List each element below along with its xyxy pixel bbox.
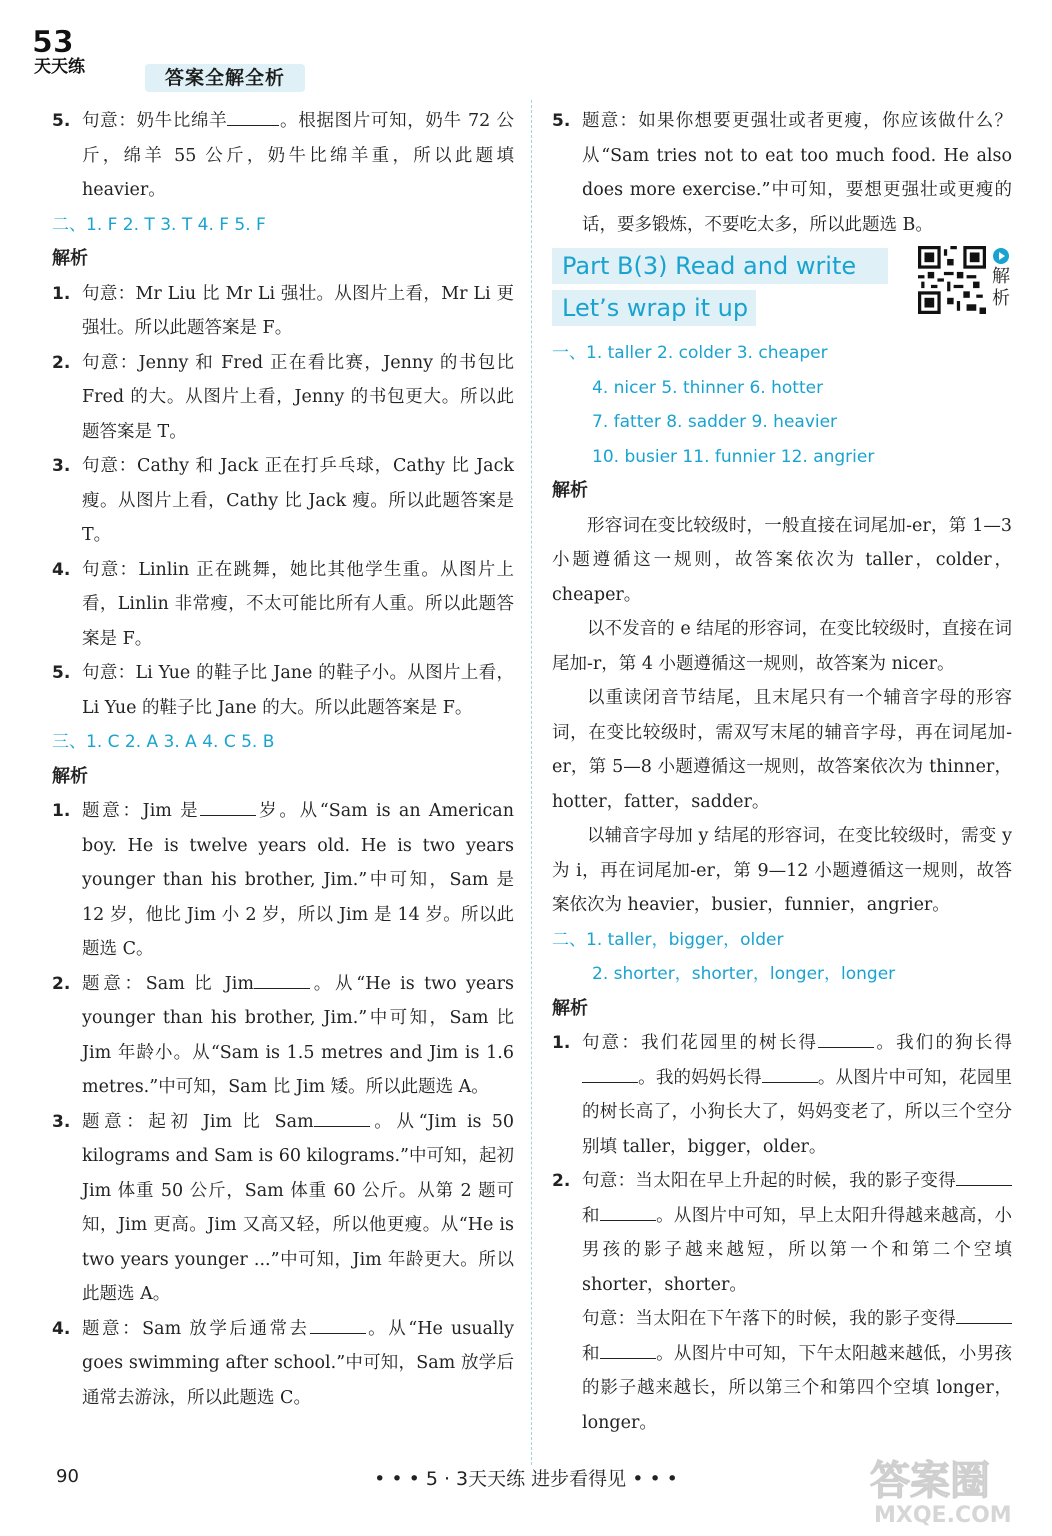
right-column <box>552 104 1012 1440</box>
answer-blank <box>310 1315 366 1334</box>
answer-blank <box>956 1167 1012 1186</box>
list-item: 1. 句意：我们花园里的树长得 。我们的狗长得。我的妈妈长得 。从图片中可知，花园里的树长高了，小狗长大了，妈妈变老了，所以三个空分别填 taller，bigger，older。 <box>552 1026 1012 1164</box>
qr-label: 解析 <box>990 248 1012 310</box>
page-header <box>30 18 330 89</box>
column-divider <box>531 100 532 1465</box>
list-item: 1. 题意：Jim 是 岁。从“Sam is an American boy. He is twelve years old. He is two years younger than his brother, Jim.”中可知，Sam 是 12 岁，他比 Jim 小 2 岁，所以 Jim 是 14 岁。所以此题选 C。 <box>52 794 514 967</box>
svg-text:答案圈: 答案圈 <box>870 1458 990 1504</box>
section-answers: 10. busier 11. funnier 12. angrier <box>592 446 875 467</box>
section-answers: 2. shorter，shorter，longer，longer <box>592 964 896 984</box>
part-heading <box>552 246 1012 330</box>
list-item: 3. 题意：起初 Jim 比 Sam 。从“Jim is 50 kilograms and Sam is 60 kilograms.”中可知，起初 Jim 体重 50 公斤，Sam 体重 60 公斤。从第 2 题可知，Jim 更高。Jim 又高又轻，所以他更瘦。从“He is two years younger ...”中可知，Jim 年龄更大。所以此题选 A。 <box>52 1105 514 1312</box>
section-answers: 二、1. taller，bigger，older <box>552 929 784 950</box>
svg-text:MXQE.COM: MXQE.COM <box>874 1503 1012 1528</box>
analysis-heading: 解析 <box>552 480 588 501</box>
list-item: 3. 句意：Cathy 和 Jack 正在打乒乓球，Cathy 比 Jack 瘦。从图片上看，Cathy 比 Jack 瘦。所以此题答案是 T。 <box>52 456 514 545</box>
list-item: 2. 题意：Sam 比 Jim 。从“He is two years younger than his brother, Jim.”中可知，Sam 比 Jim 年龄小。从“Sam is 1.5 metres and Jim is 1.6 metres.”中可知，Sam 比 Jim 矮。所以此题选 A。 <box>52 967 514 1105</box>
answer-blank <box>956 1305 1012 1324</box>
answer-blank <box>314 1108 370 1127</box>
svg-text:天天练: 天天练 <box>34 57 85 74</box>
paragraph: 以不发音的 e 结尾的形容词，在变比较级时，直接在词尾加-r，第 4 小题遵循这一规则，故答案为 nicer。 <box>552 619 1012 674</box>
list-item: 4. 句意：Linlin 正在跳舞，她比其他学生重。从图片上看，Linlin 非常瘦，不太可能比所有人重。所以此题答案是 F。 <box>52 559 514 649</box>
answer-item: 5. 句意：奶牛比绵羊 。根据图片可知，奶牛 72 公斤，绵羊 55 公斤，奶牛比绵羊重，所以此题填 heavier。 <box>52 104 514 208</box>
answer-blank <box>227 107 279 126</box>
section-answers: 7. fatter 8. sadder 9. heavier <box>592 412 838 432</box>
svg-text:53: 53 <box>32 25 74 60</box>
section-answers: 一、1. taller 2. colder 3. cheaper <box>552 343 828 363</box>
analysis-heading: 解析 <box>52 248 88 269</box>
list-item: 句意：当太阳在下午落下的时候，我的影子变得和 。从图片中可知，下午太阳越来越低，小男孩的影子越来越长，所以第三个和第四个空填 longer，longer。 <box>552 1302 1012 1440</box>
part-subtitle: Let’s wrap it up <box>562 294 749 322</box>
qr-code-icon[interactable] <box>918 246 986 314</box>
list-item: 4. 题意：Sam 放学后通常去 。从“He usually goes swimming after school.”中可知，Sam 放学后通常去游泳，所以此题选 C。 <box>52 1312 514 1416</box>
page-number: 90 <box>56 1466 79 1487</box>
section-answers: 三、1. C 2. A 3. A 4. C 5. B <box>52 732 275 752</box>
analysis-heading: 解析 <box>552 997 588 1019</box>
list-item: 1. 句意：Mr Liu 比 Mr Li 强壮。从图片上看，Mr Li 更强壮。所以此题答案是 F。 <box>52 283 514 338</box>
list-item: 5. 句意：Li Yue 的鞋子比 Jane 的鞋子小。从图片上看，Li Yue 的鞋子比 Jane 的大。所以此题答案是 F。 <box>52 663 514 718</box>
header-title: 答案全解全析 <box>145 64 305 92</box>
paragraph: 以辅音字母加 y 结尾的形容词，在变比较级时，需变 y 为 i，再在词尾加-er，第 9—12 小题遵循这一规则，故答案依次为 heavier，busier，funnier，angrier。 <box>552 826 1012 915</box>
brand-logo-icon <box>30 22 112 74</box>
paragraph: 以重读闭音节结尾，且末尾只有一个辅音字母的形容词，在变比较级时，需双写末尾的辅音字母，再在词尾加-er，第 5—8 小题遵循这一规则，故答案依次为 thinner，hotter，fatter，sadder。 <box>552 688 1012 812</box>
answer-blank <box>582 1064 638 1083</box>
answer-blank <box>600 1340 656 1359</box>
list-item: 2. 句意：当太阳在早上升起的时候，我的影子变得和 。从图片中可知，早上太阳升得越来越高，小男孩的影子越来越短，所以第一个和第二个空填 shorter，shorter。 <box>552 1164 1012 1302</box>
list-item: 5. 题意：如果你想要更强壮或者更瘦，你应该做什么？从“Sam tries not to eat too much food. He also does more exercise.”中可知，要想更强壮或更瘦的话，要多锻炼，不要吃太多，所以此题选 B。 <box>552 111 1012 235</box>
watermark-logo-icon <box>850 1450 1040 1530</box>
answer-blank <box>762 1064 818 1083</box>
analysis-heading: 解析 <box>52 765 88 787</box>
left-column <box>52 104 514 1415</box>
answer-blank <box>818 1029 874 1048</box>
answer-blank <box>254 970 310 989</box>
answer-blank <box>200 797 256 816</box>
play-icon <box>993 248 1009 264</box>
section-answers: 二、1. F 2. T 3. T 4. F 5. F <box>52 214 266 235</box>
footer-slogan: • • • 5 · 3天天练 进步看得见 • • • <box>374 1468 678 1490</box>
section-answers: 4. nicer 5. thinner 6. hotter <box>592 377 824 398</box>
part-title: Part B(3) Read and write <box>562 252 857 280</box>
list-item: 2. 句意：Jenny 和 Fred 正在看比赛，Jenny 的书包比 Fred 的大。从图片上看，Jenny 的书包更大。所以此题答案是 T。 <box>52 352 514 442</box>
answer-blank <box>600 1202 656 1221</box>
paragraph: 形容词在变比较级时，一般直接在词尾加-er，第 1—3 小题遵循这一规则，故答案依次为 taller，colder，cheaper。 <box>552 515 1012 605</box>
